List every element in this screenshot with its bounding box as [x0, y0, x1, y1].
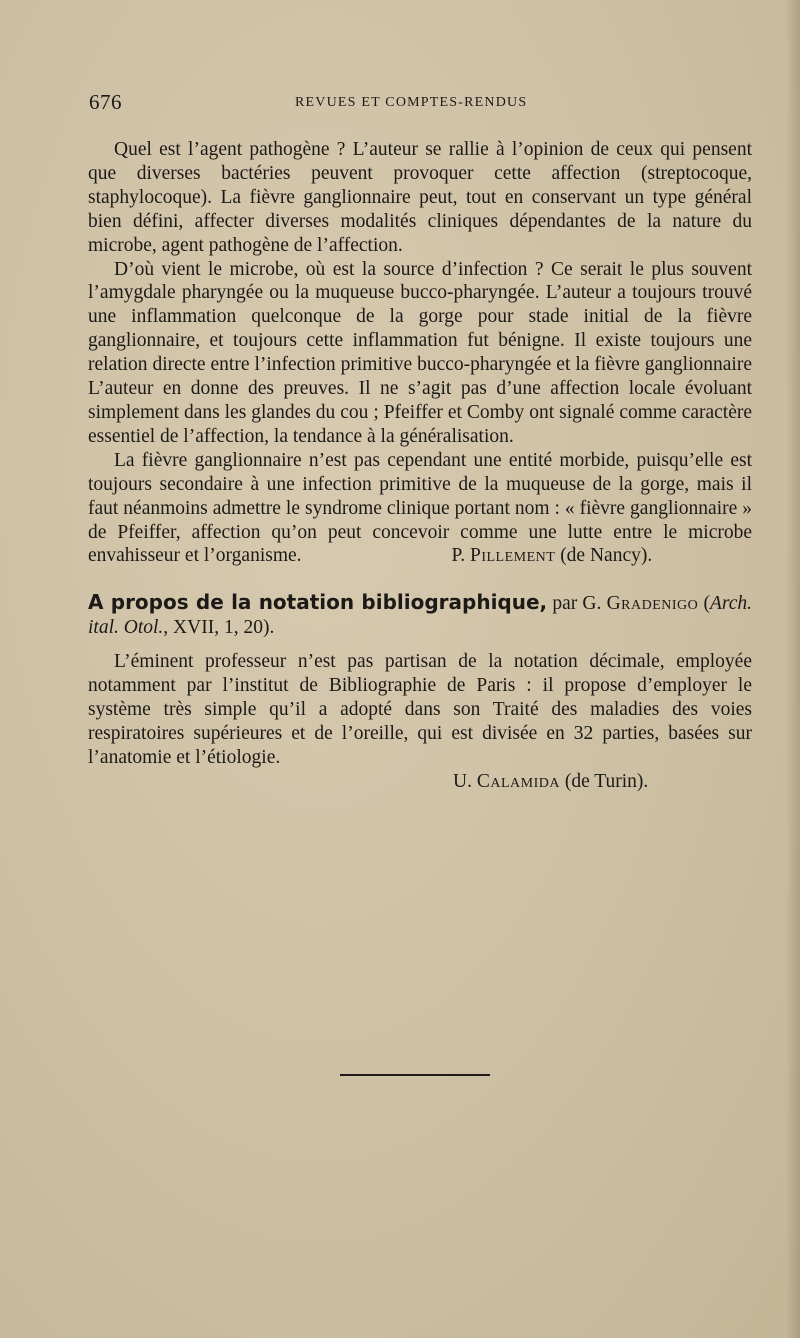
running-head: REVUES ET COMPTES-RENDUS [295, 95, 528, 110]
review2-ref-open: ( [703, 593, 710, 615]
signature-name: Calamida [476, 770, 560, 792]
review2-by: par G. [552, 593, 602, 615]
signature-name: Pillement [469, 545, 556, 567]
review1-paragraph-3 [88, 449, 752, 569]
page-edge-shadow [786, 0, 800, 1338]
signature-place: (de Nancy). [560, 545, 653, 567]
section-end-rule [340, 1074, 490, 1076]
review2-ref-journal: Arch. ital. Otol. [88, 593, 752, 639]
page-header [89, 90, 749, 120]
review2-body [88, 650, 752, 793]
review2-title: A propos de la notation bibliographique, [88, 590, 548, 615]
page-body [88, 138, 752, 794]
review2-author: Gradenigo [606, 593, 699, 615]
review2-ref-rest: , XVII, 1, 20). [163, 617, 275, 639]
page-number: 676 [89, 90, 122, 114]
signature-initial: U. [453, 770, 472, 792]
review1-paragraph-1: Quel est l’agent pathogène ? L’auteur se rallie à l’opinion de ceux qui pensent que diverses bactéries peuvent provoquer cette affection (streptocoque, staphylocoque). La fièvre ganglionnaire peut, tout en conservant un type général bien défini, affecter diverses modalités cliniques dépendantes de la nature du microbe, agent pathogène de l’affection. [88, 139, 752, 256]
review2-signature [88, 770, 752, 794]
review1-signature [452, 545, 653, 566]
signature-initial: P. [451, 545, 466, 567]
review1-paragraph-3-text: La fièvre ganglionnaire n’est pas cependant une entité morbide, puisqu’elle est toujours secondaire à une infection primitive de la muqueuse de la gorge, mais il faut néanmoins admettre le syndrome clinique portant nom : « fièvre ganglionnaire » de Pfeiffer, affection qu’on peut concevoir comme une lutte entre le microbe envahisseur et l’organisme. [88, 449, 752, 567]
review2-paragraph-1: L’éminent professeur n’est pas partisan de la notation décimale, employée notamment par l’institut de Bibliographie de Paris : il propose d’employer le système très simple qu’il a adopté dans son Traité des maladies des voies respiratoires supérieures et de l’oreille, qui est divisée en 32 parties, basées sur l’anatomie et l’étiologie. [88, 651, 752, 768]
signature-place: (de Turin). [564, 770, 649, 792]
review1-paragraph-2: D’où vient le microbe, où est la source d’infection ? Ce serait le plus souvent l’amygdale pharyngée ou la muqueuse bucco-pharyngée. L’auteur a toujours trouvé une inflammation quelconque de la gorge pour stade initial de la fièvre ganglionnaire, et toujours cette inflammation fut bénigne. Il existe toujours une relation directe entre l’infection primitive bucco-pharyngée et la fièvre ganglionnaire L’auteur en donne des preuves. Il ne s’agit pas d’une affection locale évoluant simplement dans les glandes du cou ; Pfeiffer et Comby ont signalé comme caractère essentiel de l’affection, la tendance à la généralisation. [88, 258, 752, 447]
review2-title-block [88, 590, 752, 640]
